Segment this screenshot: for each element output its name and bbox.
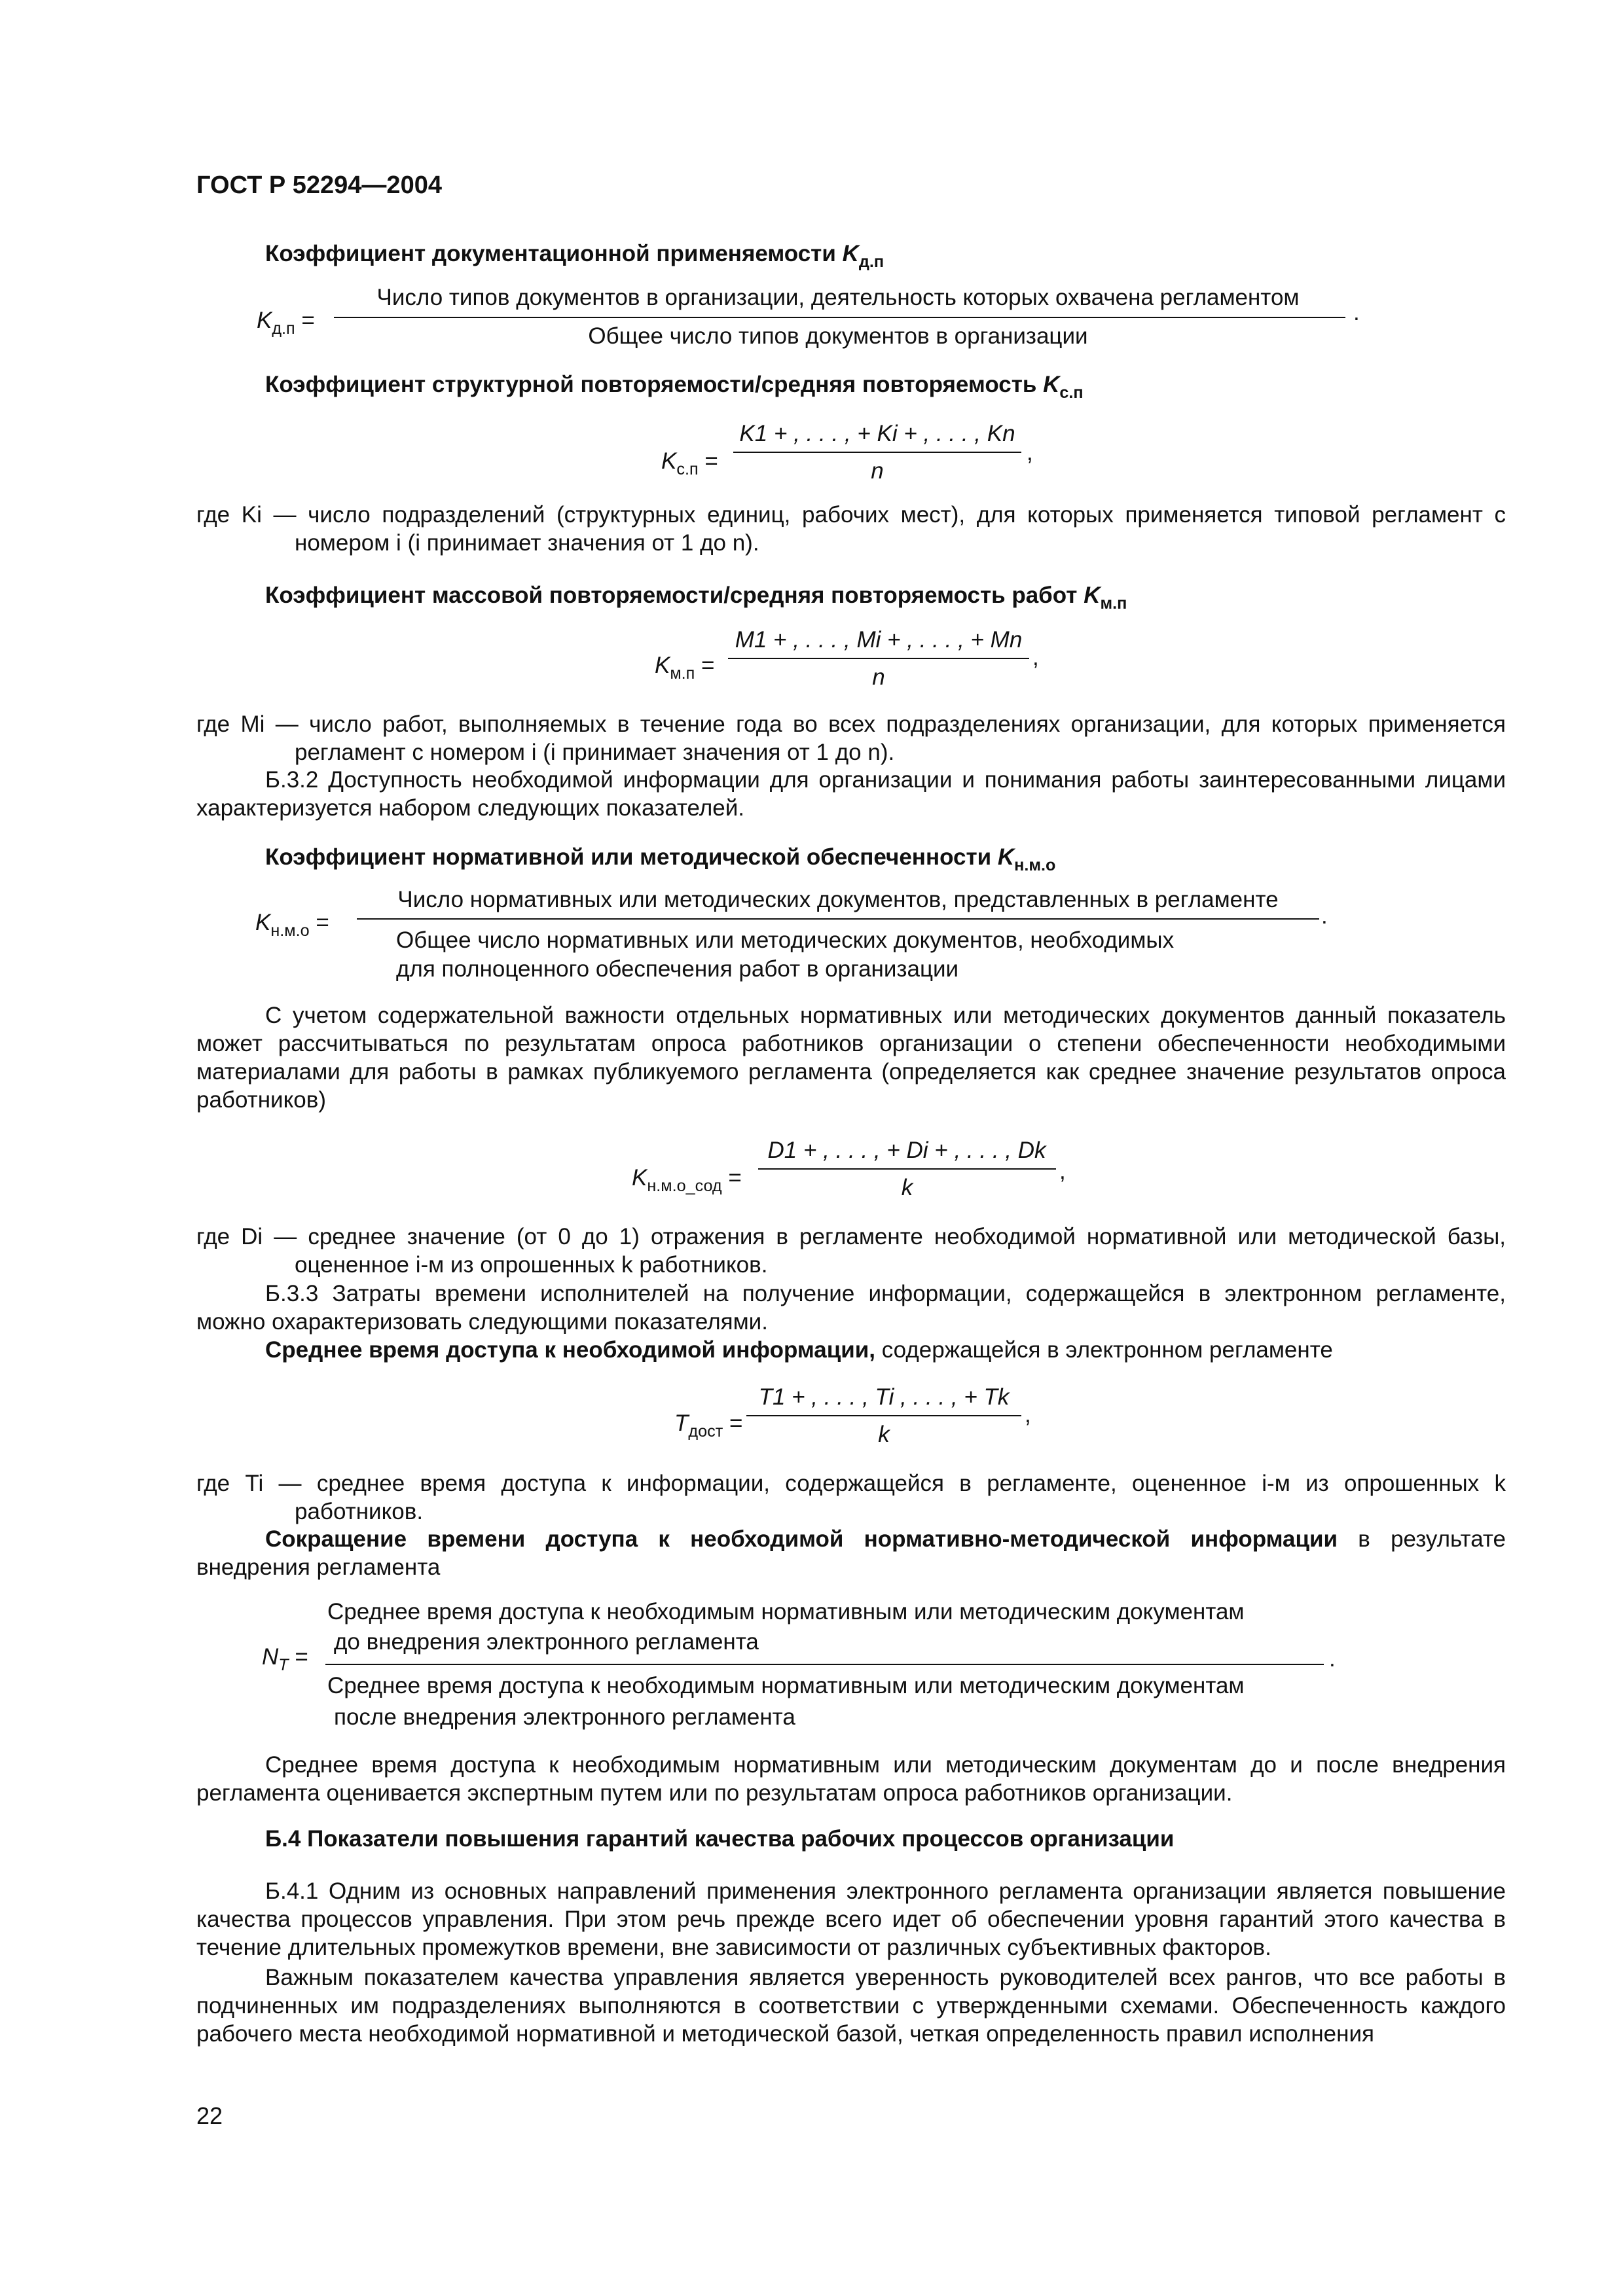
k-nmo-sod-comma: ,: [1059, 1158, 1066, 1184]
paragraph-b32: Б.3.2 Доступность необходимой информации для организации и понимания работы заинтересованными лицами характеризуется набором следующих показателей.: [196, 767, 1506, 821]
k-sp-heading: Коэффициент структурной повторяемости/средняя повторяемость $K_{с.п}$: [265, 372, 1084, 402]
n-t-fraction-line: [325, 1664, 1324, 1665]
k-nmo-sod-lhs: $K_{н.м.о\_сод}$ =: [632, 1165, 742, 1195]
k-mp-heading: Коэффициент массовой повторяемости/средняя повторяемость работ $K_{м.п}$: [265, 583, 1127, 613]
t-dost-comma: ,: [1025, 1402, 1031, 1427]
paragraph-management-quality: Важным показателем качества управления является уверенность руководителей всех рангов, что все работы в подчиненных им подразделениях выполняются в соответствии с утвержденными схемами. Обеспеченность каждого рабочего места необходимой нормативной и методической базой, четкая определенность правил исполнения: [196, 1965, 1506, 2047]
k-mp-comma: ,: [1032, 645, 1039, 670]
k-dp-heading: Коэффициент документационной применяемости $K_{д.п}$: [265, 241, 884, 271]
n-t-period: .: [1329, 1646, 1336, 1672]
k-mp-denominator: n: [872, 664, 885, 690]
t-dost-intro: Среднее время доступа к необходимой информации, содержащейся в электронном регламенте: [265, 1337, 1333, 1363]
k-nmo-sod-numerator: D1 + , . . . , + Di + , . . . , Dk: [767, 1138, 1046, 1163]
t-dost-fraction-line: [746, 1415, 1021, 1416]
k-nmo-sod-fraction-line: [758, 1168, 1056, 1170]
k-nmo-denominator: Общее число нормативных или методических документов, необходимых для полноценного обеспечения работ в организации: [396, 927, 1175, 982]
k-nmo-numerator: Число нормативных или методических документов, представленных в регламенте: [397, 887, 1279, 912]
n-t-intro: Сокращение времени доступа к необходимой нормативно-методической информации в результате внедрения регламента: [196, 1526, 1506, 1580]
section-b4-heading: Б.4 Показатели повышения гарантий качества рабочих процессов организации: [265, 1826, 1175, 1852]
k-dp-lhs: $K_{д.п}$ =: [257, 308, 315, 338]
paragraph-b41: Б.4.1 Одним из основных направлений применения электронного регламента организации является повышение качества процессов управления. При этом речь прежде всего идет об обеспечении уровня гарантий этого качества в течение длительных промежутков времени, вне зависимости от различных субъективных факторов.: [196, 1878, 1506, 1960]
n-t-denominator: Среднее время доступа к необходимым нормативным или методическим документам после внедрения электронного регламента: [327, 1673, 1245, 1730]
k-sp-fraction-line: [733, 452, 1021, 453]
t-dost-where: где Ti — среднее время доступа к информации, содержащейся в регламенте, оцененное i-м из опрошенных k работников.: [196, 1471, 1506, 1524]
k-sp-denominator: n: [871, 458, 884, 484]
n-t-lhs: $N_T$ =: [262, 1644, 308, 1674]
page-number: 22: [196, 2102, 223, 2129]
k-nmo-fraction-line: [357, 918, 1319, 920]
k-dp-denominator: Общее число типов документов в организации: [588, 323, 1088, 349]
n-t-numerator: Среднее время доступа к необходимым нормативным или методическим документам до внедрения электронного регламента: [327, 1599, 1245, 1655]
k-sp-where: где Ki — число подразделений (структурных единиц, рабочих мест), для которых применяется типовой регламент с номером i (i принимает значения от 1 до n).: [196, 502, 1506, 556]
k-nmo-lhs: $K_{н.м.о}$ =: [255, 910, 329, 940]
k-dp-period: .: [1353, 300, 1360, 325]
k-nmo-sod-where: где Di — среднее значение (от 0 до 1) отражения в регламенте необходимой нормативной или методической базы, оцененное i-м из опрошенных k работников.: [196, 1224, 1506, 1278]
k-sp-numerator: K1 + , . . . , + Ki + , . . . , Kn: [739, 421, 1015, 446]
k-sp-lhs: $K_{с.п}$ =: [661, 448, 718, 478]
k-mp-fraction-line: [728, 658, 1029, 659]
t-dost-lhs: $T_{дост}$ =: [674, 1410, 743, 1441]
t-dost-numerator: T1 + , . . . , Ti , . . . , + Tk: [758, 1384, 1010, 1410]
k-dp-fraction-line: [334, 317, 1345, 318]
paragraph-content-importance: С учетом содержательной важности отдельных нормативных или методических документов данный показатель может рассчитываться по результатам опроса работников организации о степени обеспеченности необходимыми материалами для работы в рамках публикуемого регламента (определяется как среднее значение результатов опроса работников): [196, 1003, 1506, 1113]
k-nmo-sod-denominator: k: [901, 1175, 913, 1200]
paragraph-b33: Б.3.3 Затраты времени исполнителей на получение информации, содержащейся в электронном регламенте, можно охарактеризовать следующими показателями.: [196, 1281, 1506, 1335]
k-nmo-heading: Коэффициент нормативной или методической обеспеченности $K_{н.м.о}$: [265, 844, 1056, 874]
paragraph-expert: Среднее время доступа к необходимым нормативным или методическим документам до и после внедрения регламента оценивается экспертным путем или по результатам опроса работников организации.: [196, 1752, 1506, 1806]
k-dp-numerator: Число типов документов в организации, деятельность которых охвачена регламентом: [376, 285, 1300, 310]
document-header: ГОСТ Р 52294—2004: [196, 171, 442, 199]
k-mp-lhs: $K_{м.п}$ =: [655, 653, 715, 683]
k-sp-comma: ,: [1027, 440, 1033, 465]
k-mp-numerator: M1 + , . . . , Mi + , . . . , + Mn: [735, 627, 1023, 653]
k-mp-where: где Mi — число работ, выполняемых в течение года во всех подразделениях организации, для которых применяется регламент с номером i (i принимает значения от 1 до n).: [196, 711, 1506, 765]
t-dost-denominator: k: [878, 1422, 890, 1447]
k-nmo-period: .: [1321, 903, 1328, 929]
